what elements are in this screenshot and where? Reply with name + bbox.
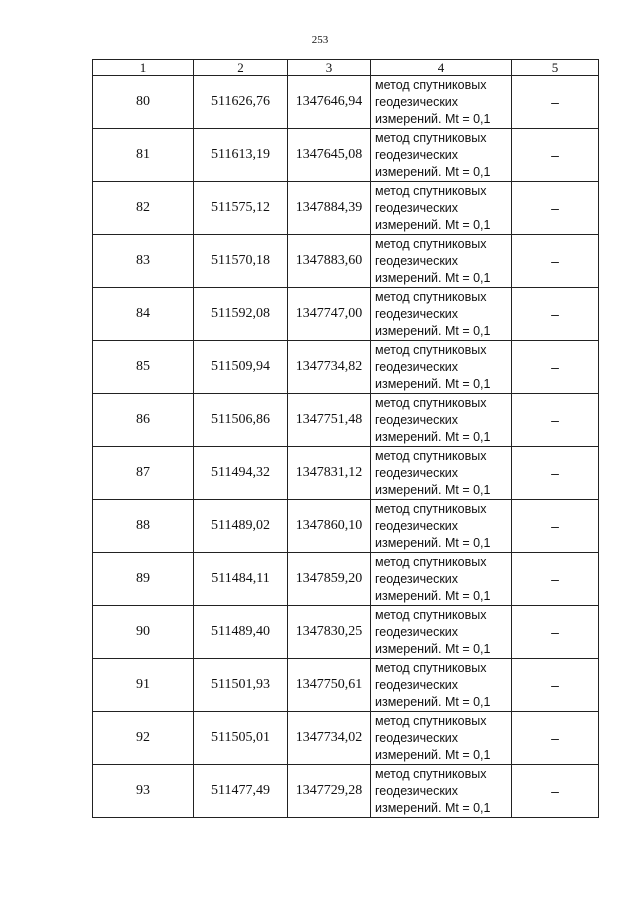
x-coordinate-cell: 511501,93 [194,659,288,712]
table-header-row [93,60,599,76]
y-coordinate-cell: 1347830,25 [288,606,371,659]
y-coordinate-cell: 1347747,00 [288,288,371,341]
method-line: метод спутниковых [375,554,487,569]
table-row [93,76,599,129]
y-coordinate-cell: 1347734,02 [288,712,371,765]
column-5-cell: – [512,712,599,765]
y-coordinate-cell: 1347734,82 [288,341,371,394]
point-number-cell: 83 [93,235,194,288]
method-line: геодезических [375,94,459,109]
method-cell [371,341,512,394]
method-line: геодезических [375,147,459,162]
y-coordinate-cell: 1347883,60 [288,235,371,288]
method-line: измерений. Mt = 0,1 [375,482,491,497]
method-line: измерений. Mt = 0,1 [375,323,491,338]
coordinates-table [92,59,599,818]
x-coordinate-cell: 511575,12 [194,182,288,235]
point-number-cell: 80 [93,76,194,129]
x-coordinate-cell: 511477,49 [194,765,288,818]
y-coordinate-cell: 1347831,12 [288,447,371,500]
x-coordinate-cell: 511592,08 [194,288,288,341]
table-row [93,500,599,553]
x-coordinate-cell: 511494,32 [194,447,288,500]
method-line: метод спутниковых [375,660,487,675]
column-5-cell: – [512,500,599,553]
method-line: геодезических [375,465,459,480]
y-coordinate-cell: 1347645,08 [288,129,371,182]
method-line: метод спутниковых [375,448,487,463]
column-header: 5 [512,60,599,76]
method-cell [371,765,512,818]
point-number-cell: 93 [93,765,194,818]
method-line: геодезических [375,412,459,427]
method-cell [371,235,512,288]
method-line: метод спутниковых [375,77,487,92]
method-line: измерений. Mt = 0,1 [375,217,491,232]
column-5-cell: – [512,606,599,659]
x-coordinate-cell: 511506,86 [194,394,288,447]
method-cell [371,606,512,659]
x-coordinate-cell: 511505,01 [194,712,288,765]
x-coordinate-cell: 511489,02 [194,500,288,553]
table-row [93,235,599,288]
method-line: геодезических [375,783,459,798]
table-body [93,76,599,818]
x-coordinate-cell: 511489,40 [194,606,288,659]
table-row [93,288,599,341]
y-coordinate-cell: 1347859,20 [288,553,371,606]
method-cell [371,500,512,553]
column-5-cell: – [512,765,599,818]
method-line: измерений. Mt = 0,1 [375,270,491,285]
method-line: метод спутниковых [375,342,487,357]
column-header: 2 [194,60,288,76]
table-row [93,447,599,500]
point-number-cell: 92 [93,712,194,765]
method-line: измерений. Mt = 0,1 [375,800,491,815]
column-5-cell: – [512,447,599,500]
method-line: метод спутниковых [375,501,487,516]
table-row [93,712,599,765]
x-coordinate-cell: 511484,11 [194,553,288,606]
column-header: 3 [288,60,371,76]
table-row [93,341,599,394]
method-line: измерений. Mt = 0,1 [375,376,491,391]
point-number-cell: 85 [93,341,194,394]
y-coordinate-cell: 1347860,10 [288,500,371,553]
method-line: метод спутниковых [375,183,487,198]
table-row [93,182,599,235]
method-line: геодезических [375,200,459,215]
y-coordinate-cell: 1347751,48 [288,394,371,447]
method-cell [371,129,512,182]
method-line: измерений. Mt = 0,1 [375,164,491,179]
method-line: метод спутниковых [375,713,487,728]
method-cell [371,553,512,606]
column-5-cell: – [512,235,599,288]
table-row [93,394,599,447]
method-line: геодезических [375,730,459,745]
method-line: геодезических [375,306,459,321]
method-cell [371,288,512,341]
method-cell [371,447,512,500]
method-line: измерений. Mt = 0,1 [375,111,491,126]
method-line: геодезических [375,253,459,268]
method-line: метод спутниковых [375,607,487,622]
page-number: 253 [311,34,329,46]
method-line: измерений. Mt = 0,1 [375,535,491,550]
method-line: метод спутниковых [375,766,487,781]
column-header: 1 [93,60,194,76]
column-5-cell: – [512,129,599,182]
x-coordinate-cell: 511626,76 [194,76,288,129]
method-cell [371,394,512,447]
table-row [93,606,599,659]
method-line: измерений. Mt = 0,1 [375,747,491,762]
method-line: метод спутниковых [375,130,487,145]
x-coordinate-cell: 511570,18 [194,235,288,288]
point-number-cell: 82 [93,182,194,235]
method-line: метод спутниковых [375,395,487,410]
x-coordinate-cell: 511613,19 [194,129,288,182]
method-line: измерений. Mt = 0,1 [375,694,491,709]
point-number-cell: 86 [93,394,194,447]
column-header: 4 [371,60,512,76]
y-coordinate-cell: 1347729,28 [288,765,371,818]
point-number-cell: 90 [93,606,194,659]
table-row [93,553,599,606]
method-line: измерений. Mt = 0,1 [375,641,491,656]
table-row [93,765,599,818]
point-number-cell: 81 [93,129,194,182]
table-row [93,659,599,712]
method-line: измерений. Mt = 0,1 [375,588,491,603]
column-5-cell: – [512,394,599,447]
method-cell [371,182,512,235]
method-line: геодезических [375,518,459,533]
method-line: геодезических [375,624,459,639]
method-line: геодезических [375,677,459,692]
method-cell [371,76,512,129]
point-number-cell: 91 [93,659,194,712]
y-coordinate-cell: 1347750,61 [288,659,371,712]
point-number-cell: 89 [93,553,194,606]
x-coordinate-cell: 511509,94 [194,341,288,394]
method-cell [371,712,512,765]
method-line: метод спутниковых [375,236,487,251]
point-number-cell: 84 [93,288,194,341]
column-5-cell: – [512,76,599,129]
method-line: измерений. Mt = 0,1 [375,429,491,444]
column-5-cell: – [512,659,599,712]
column-5-cell: – [512,553,599,606]
column-5-cell: – [512,182,599,235]
column-5-cell: – [512,288,599,341]
method-line: геодезических [375,359,459,374]
table-row [93,129,599,182]
y-coordinate-cell: 1347646,94 [288,76,371,129]
point-number-cell: 87 [93,447,194,500]
y-coordinate-cell: 1347884,39 [288,182,371,235]
method-line: метод спутниковых [375,289,487,304]
method-cell [371,659,512,712]
method-line: геодезических [375,571,459,586]
column-5-cell: – [512,341,599,394]
point-number-cell: 88 [93,500,194,553]
